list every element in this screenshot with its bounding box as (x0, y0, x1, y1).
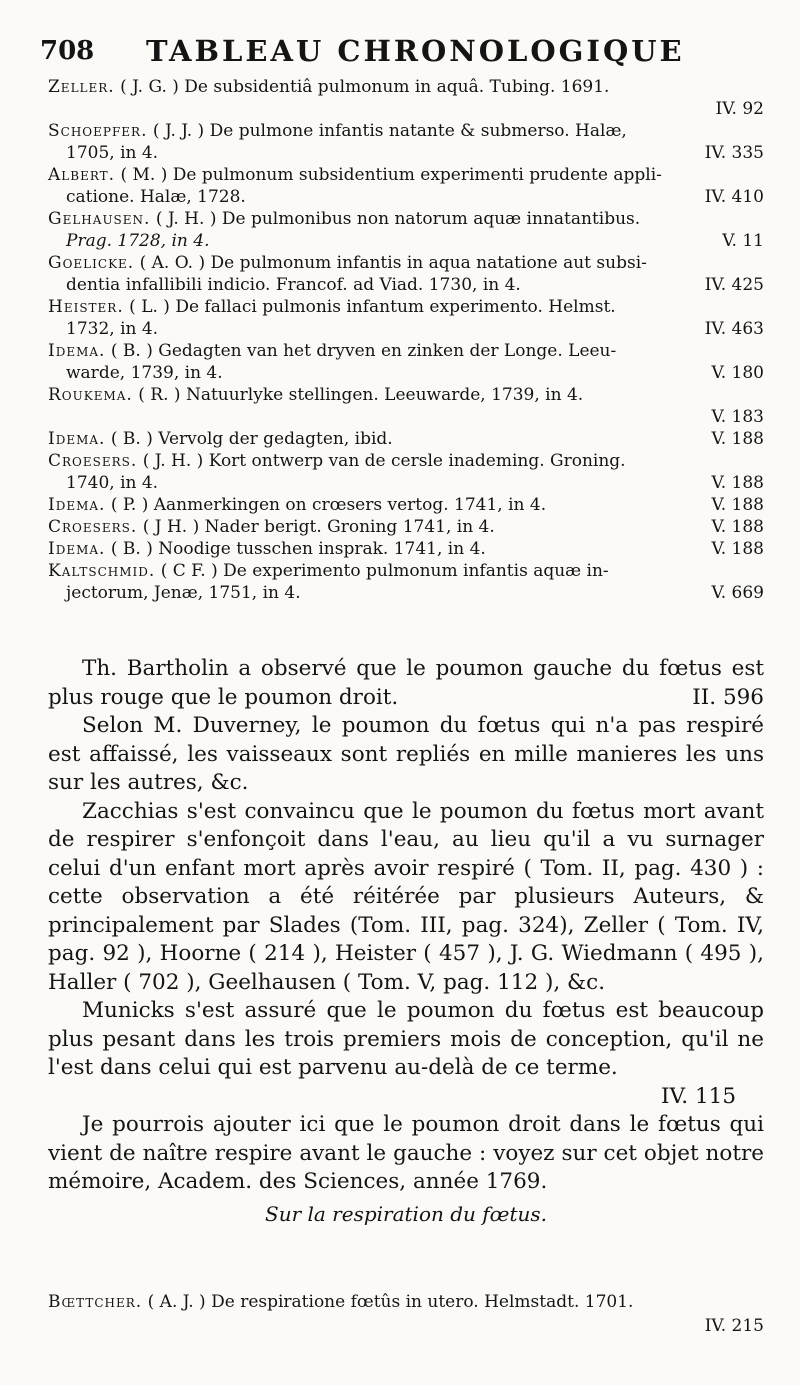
entry-initials: ( C F. ) (160, 561, 218, 581)
entry-reference: IV. 463 (704, 319, 764, 339)
bibliography-entry (48, 164, 764, 208)
paragraph-text: Zacchias s'est convaincu que le poumon du fœtus mort avant de respirer s'enfonçoit dans l'eau, au lieu qu'il a vu surnager celui d'un enfant mort après avoir respiré ( Tom. II, pag. 430 ) : cette observation a été réitérée par plusieurs Auteurs, & principalement par Slades (Tom. III, pag. 324), Zeller ( Tom. IV, pag. 92 ), Hoorne ( 214 ), Heister ( 457 ), J. G. Wiedmann ( 495 ), Haller ( 702 ), Geelhausen ( Tom. V, pag. 112 ), &c. (48, 798, 764, 995)
entry-title: Natuurlyke stellingen. Leeuwarde, 1739, in 4. (185, 385, 584, 405)
entry-title: De experimento pulmonum infantis aquæ in- (223, 561, 609, 581)
bibliography-entry (48, 494, 764, 516)
entry-reference: V. 669 (711, 583, 764, 603)
entry-continuation: jectorum, Jenæ, 1751, in 4. (66, 583, 301, 603)
paragraph (48, 712, 764, 798)
entry-initials: ( A. J. ) (147, 1292, 206, 1312)
entry-reference: V. 183 (711, 407, 764, 427)
entry-reference: V. 180 (711, 363, 764, 383)
section-subheading: Sur la respiration du fœtus. (265, 1201, 547, 1226)
entry-initials: ( P. ) (110, 495, 149, 515)
entry-initials: ( J. H. ) (142, 451, 204, 471)
entry-title: De pulmone infantis natante & submerso. Halæ, (209, 121, 627, 141)
entry-title: Aanmerkingen on crœsers vertog. 1741, in 4. (153, 495, 547, 515)
bibliography-entry-last (48, 1290, 764, 1338)
entry-author: Heister. (48, 297, 124, 317)
paragraph (48, 1111, 764, 1197)
paragraph-text: Municks s'est assuré que le poumon du fœtus est beaucoup plus pesant dans les trois premiers mois de conception, qu'il ne l'est dans celui qui est parvenu au-delà de ce terme. (48, 998, 764, 1080)
bibliography-entry (48, 538, 764, 560)
paragraph-reference-line (48, 1083, 764, 1112)
entry-author: Albert. (48, 165, 116, 185)
bibliography-entry (48, 340, 764, 384)
entry-title: Nader berigt. Groning 1741, in 4. (204, 517, 495, 537)
entry-continuation: 1740, in 4. (66, 473, 159, 493)
entry-initials: ( J. H. ) (155, 209, 217, 229)
entry-title: Gedagten van het dryven en zinken der Longe. Leeu- (158, 341, 617, 361)
entry-author: Schoepfer. (48, 121, 148, 141)
entry-reference: V. 188 (711, 429, 764, 449)
entry-reference: V. 188 (711, 517, 764, 537)
bibliography-entry (48, 560, 764, 604)
entry-title: Kort ontwerp van de cersle inademing. Groning. (208, 451, 626, 471)
entry-reference: IV. 335 (704, 143, 764, 163)
entry-author: Croesers. (48, 517, 138, 537)
entry-continuation: catione. Halæ, 1728. (66, 187, 246, 207)
entry-reference: V. 188 (711, 473, 764, 493)
paragraph (48, 798, 764, 998)
entry-reference: V. 188 (711, 495, 764, 515)
entry-author: Gelhausen. (48, 209, 151, 229)
entry-author: Idema. (48, 539, 106, 559)
bibliography-entry (48, 428, 764, 450)
entry-initials: ( B. ) (110, 429, 153, 449)
paragraph (48, 655, 764, 712)
entry-author: Zeller. (48, 77, 115, 97)
entry-continuation: warde, 1739, in 4. (66, 363, 223, 383)
paragraph-text: Th. Bartholin a observé que le poumon gauche du fœtus est plus rouge que le poumon droit. (48, 656, 764, 710)
entry-initials: ( L. ) (129, 297, 170, 317)
entry-initials: ( B. ) (110, 341, 153, 361)
entry-initials: ( J. J. ) (152, 121, 205, 141)
entry-initials: ( R. ) (138, 385, 181, 405)
entry-title: De pulmonum infantis in aqua natatione aut subsi- (210, 253, 647, 273)
entry-reference: IV. 92 (715, 99, 764, 119)
bibliography-entry (48, 76, 764, 120)
entry-author: Bœttcher. (48, 1292, 143, 1312)
paragraph-text: Je pourrois ajouter ici que le poumon droit dans le fœtus qui vient de naître respire avant le gauche : voyez sur cet objet notre mémoire, Academ. des Sciences, année 1769. (48, 1112, 764, 1194)
body-text (48, 655, 764, 1229)
bibliography-entry (48, 208, 764, 252)
bibliography-entry (48, 384, 764, 428)
entry-reference: V. 11 (722, 231, 764, 251)
entry-initials: ( A. O. ) (139, 253, 206, 273)
entry-author: Goelicke. (48, 253, 135, 273)
entry-reference: IV. 425 (704, 275, 764, 295)
paragraph-reference: IV. 115 (661, 1083, 736, 1109)
entry-title: De subsidentiâ pulmonum in aquâ. Tubing. 1691. (184, 77, 610, 97)
entry-continuation: Prag. 1728, in 4. (66, 231, 210, 251)
entry-title: De pulmonibus non natorum aquæ innatantibus. (221, 209, 641, 229)
bibliography-entry (48, 450, 764, 494)
entry-author: Roukema. (48, 385, 133, 405)
bibliography-entry (48, 296, 764, 340)
entry-initials: ( J H. ) (142, 517, 200, 537)
paragraph-reference: II. 596 (692, 684, 764, 710)
paragraph (48, 997, 764, 1083)
entry-title: De pulmonum subsidentium experimenti prudente appli- (172, 165, 662, 185)
entry-title: Vervolg der gedagten, ibid. (158, 429, 393, 449)
entry-author: Croesers. (48, 451, 138, 471)
entry-author: Idema. (48, 495, 106, 515)
paragraph-text: Selon M. Duverney, le poumon du fœtus qui n'a pas respiré est affaissé, les vaisseaux sont repliés en mille manieres les uns sur les autres, &c. (48, 713, 764, 795)
entry-title: De fallaci pulmonis infantum experimento. Helmst. (175, 297, 616, 317)
entry-initials: ( M. ) (120, 165, 168, 185)
running-title: TABLEAU CHRONOLOGIQUE (146, 34, 685, 68)
page-header (40, 30, 780, 72)
entry-title: Noodige tusschen insprak. 1741, in 4. (158, 539, 486, 559)
entry-author: Idema. (48, 429, 106, 449)
page-number: 708 (40, 36, 95, 66)
entry-continuation: 1705, in 4. (66, 143, 159, 163)
entry-author: Idema. (48, 341, 106, 361)
entry-initials: ( J. G. ) (120, 77, 179, 97)
entry-reference: IV. 215 (704, 1316, 764, 1336)
entry-reference: V. 188 (711, 539, 764, 559)
entry-continuation: 1732, in 4. (66, 319, 159, 339)
entry-reference: IV. 410 (704, 187, 764, 207)
entry-title: De respiratione fœtûs in utero. Helmstadt. 1701. (211, 1292, 634, 1312)
entry-initials: ( B. ) (110, 539, 153, 559)
entry-author: Kaltschmid. (48, 561, 156, 581)
bibliography-entry (48, 516, 764, 538)
bibliography-entry (48, 252, 764, 296)
entry-continuation: dentia infallibili indicio. Francof. ad Viad. 1730, in 4. (66, 275, 521, 295)
bibliography-entry (48, 120, 764, 164)
bibliography-list (48, 76, 764, 604)
